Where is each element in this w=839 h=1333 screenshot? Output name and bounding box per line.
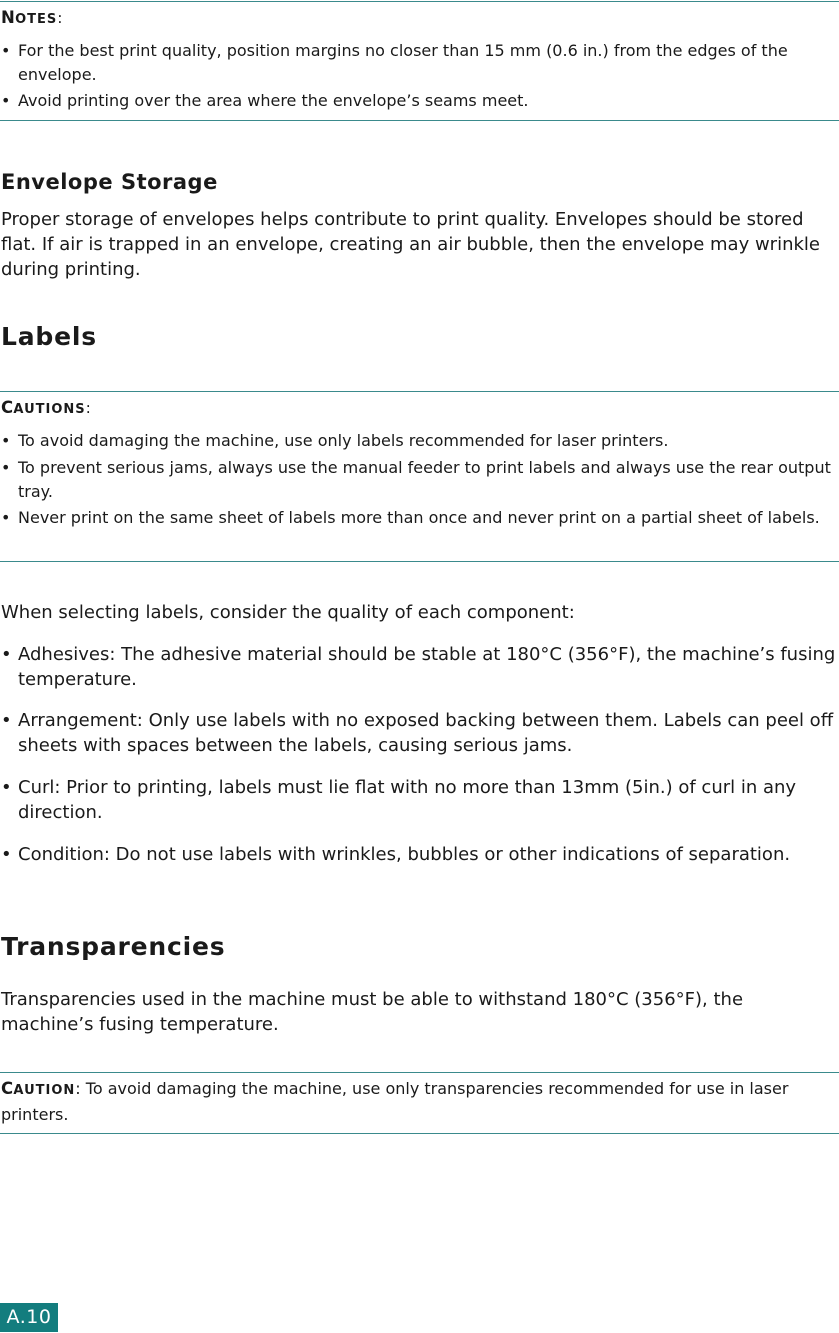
caution-bottom-rule (0, 1133, 839, 1134)
page-number-badge: A.10 (0, 1303, 58, 1332)
notes-bottom-rule (0, 120, 839, 121)
notes-item: • For the best print quality, position margins no closer than 15 mm (0.6 in.) from the edges of the envelope. (1, 41, 788, 84)
transparencies-paragraph: Transparencies used in the machine must be able to withstand 180°C (356°F), the machine’s fusing temperature. (1, 989, 744, 1035)
cautions-item: • To avoid damaging the machine, use only labels recommended for laser printers. (1, 431, 669, 450)
labels-heading: Labels (1, 322, 97, 351)
labels-component-item: • Condition: Do not use labels with wrinkles, bubbles or other indications of separation. (1, 844, 791, 865)
cautions-item: • Never print on the same sheet of labels more than once and never print on a partial sheet of labels. (1, 508, 820, 527)
caution-text: : To avoid damaging the machine, use only transparencies recommended for use in laser printers. (1, 1079, 789, 1124)
labels-component-item: • Curl: Prior to printing, labels must lie flat with no more than 13mm (5in.) of curl in any direction. (1, 777, 797, 823)
caution-note (1, 1077, 831, 1127)
cautions-bottom-rule (0, 561, 839, 562)
notes-item: • Avoid printing over the area where the envelope’s seams meet. (1, 91, 529, 110)
labels-component-item: • Arrangement: Only use labels with no exposed backing between them. Labels can peel off sheets with spaces between the labels, causing serious jams. (1, 710, 834, 756)
envelope-storage-paragraph: Proper storage of envelopes helps contribute to print quality. Envelopes should be stored flat. If air is trapped in an envelope, creating an air bubble, then the envelope may wrinkle during printing. (1, 209, 820, 280)
caution-title: CAUTION (1, 1079, 76, 1098)
transparencies-heading: Transparencies (1, 932, 226, 961)
caution-top-rule (0, 1072, 839, 1073)
envelope-storage-heading: Envelope Storage (1, 170, 218, 194)
labels-intro: When selecting labels, consider the quality of each component: (1, 602, 575, 623)
cautions-item: • To prevent serious jams, always use the manual feeder to print labels and always use the rear output tray. (1, 458, 831, 501)
notes-title: NOTES: (1, 8, 63, 27)
cautions-top-rule (0, 391, 839, 392)
notes-top-rule (0, 1, 839, 2)
cautions-title: CAUTIONS: (1, 398, 92, 417)
labels-component-item: • Adhesives: The adhesive material should be stable at 180°C (356°F), the machine’s fusing temperature. (1, 644, 836, 690)
